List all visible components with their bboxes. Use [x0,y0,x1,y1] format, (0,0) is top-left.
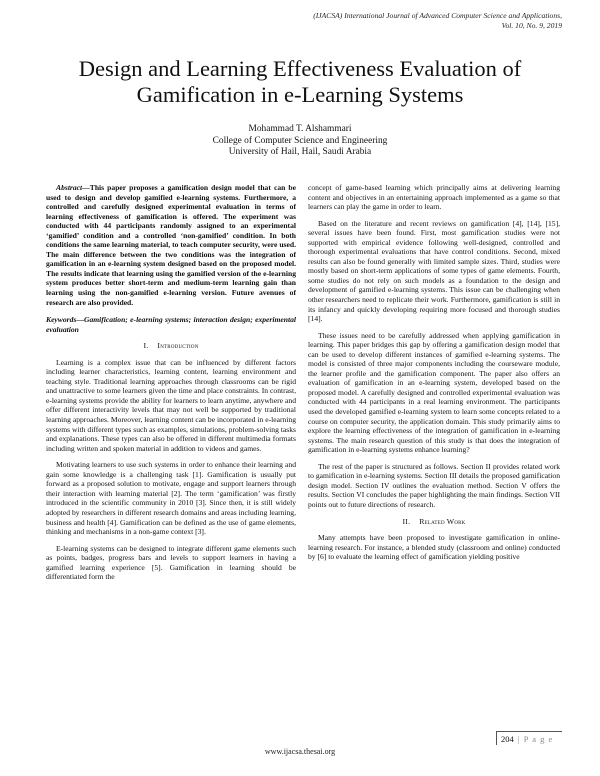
paragraph: Based on the literature and recent reviews on gamification [4], [14], [15], several issues have been found. First, most gamification studies were not supported with empirical evidence following well-designed, controlled and thorough experimental evaluations that have control conditions. Second, mixed results can also be found generally with limited sample sizes. Third, studies were mostly based on short-term applications of some types of game elements. Fourth, some studies do not rely on such models as a foundation to the design and development of gamified e-learning systems. This issue can be challenging when other researchers need to replicate their work. Furthermore, gamification is still in its infancy and quickly developing requiring more focused and thorough studies [14]. [308,218,560,324]
paragraph: E-learning systems can be designed to integrate different game elements such as points, badges, progress bars and levels to support learners in having a gamified learning experience [5]. Gamification in learning should be differentiated form the [46,543,296,582]
paragraph: The rest of the paper is structured as follows. Section II provides related work to gamification in e-learning systems. Section III details the proposed gamification design model. Section IV outlines the evaluation method. Section V offers the results. Section VI concludes the paper highlighting the main findings. Section VII points out to future directions of research. [308,461,560,509]
abstract-text: —This paper proposes a gamification design model that can be used to design and develop gamified e-learning systems. Furthermore, a controlled and carefully designed experimental evaluation in terms of learning effectiveness of gamification is offered. The experiment was conducted with 44 participants randomly assigned to an experimental ‘gamified’ condition and a controlled ‘non-gamified’ condition. In both conditions the same learning material, to teach computer security, were used. The main difference between the two conditions was the integration of gamification in an e-learning system designed based on the proposed model. The results indicate that learning using the gamified version of the e-learning system produces better short-term and medium-term learning gain than learning using the non-gamified e-learning version. Future avenues of research are also provided. [46,183,296,307]
section-title: Related Work [419,516,466,526]
abstract-lead: Abstract [56,183,83,192]
paper-title [0,56,600,108]
section-heading-related-work [308,517,560,527]
page-number-box [496,731,562,745]
paragraph: These issues need to be carefully addressed when applying gamification in learning. This paper bridges this gap by offering a gamification design model that can be used to develop different instances of gamified e-learning systems. The model is consisted of three major components including the courseware module, the learner profile and the gamification component. The paper also offers an evaluation of gamification in an e-learning system, developed based on the proposed model. A carefully designed and controlled experimental evaluation was conducted with 44 participants in a real learning environment. The participants used the developed gamified e-learning system to learn some concepts related to a course on computer security, the application domain. This study primarily aims to explore the learning effectiveness of the integration of gamification in e-learning systems. The main research question of this study is that does the integration of gamification in e-learning systems enhance learning? [308,330,560,455]
author-name: Mohammad T. Alshammari [248,124,352,134]
abstract [46,183,296,307]
journal-header-line1: (IJACSA) International Journal of Advanced Computer Science and Applications, [313,11,562,20]
page-label: | P a g e [517,734,554,744]
author-block [0,124,600,159]
paragraph: concept of game-based learning which principally aims at delivering learning content and objectives in an entertaining approach implemented as a game so that learners can play the game in order to learn. [308,183,560,212]
keywords: Keywords—Gamification; e-learning systems; interaction design; experimental evaluation [46,315,296,334]
paragraph: Many attempts have been proposed to investigate gamification in online-learning research. For instance, a blended study (classroom and online) conducted by [6] to evaluate the learning effect of gamification yielding positive [308,533,560,562]
paper-title-line1: Design and Learning Effectiveness Evaluation of [78,56,522,81]
author-affiliation-college: College of Computer Science and Engineering [212,135,388,146]
journal-header [142,11,562,30]
section-title: Introduction [157,341,199,351]
paper-title-line2: Gamification in e-Learning Systems [136,82,464,107]
footer-url[interactable]: www.ijacsa.thesai.org [264,747,336,756]
section-number: II. [402,516,411,526]
author-affiliation-university: University of Hail, Hail, Saudi Arabia [228,147,372,157]
right-column [308,183,560,562]
journal-header-line2: Vol. 10, No. 9, 2019 [501,20,562,30]
paragraph: Motivating learners to use such systems in order to enhance their learning and gain some knowledge is a challenging task [1]. Gamification is usually put forward as a proposed solution to motivate, engage and support learners through their interaction with learning material [2]. The term ‘gamification’ was firstly introduced in the scientific community in 2010 [3]. Since then, it is still widely adopted by researchers in different research domains and areas including learning, business and health [4]. Gamification can be defined as the use of game elements, thinking and mechanisms in a non-game context [3]. [46,460,296,537]
section-heading-introduction [46,341,296,351]
left-column [46,183,296,582]
page-number: 204 [501,734,514,744]
paragraph: Learning is a complex issue that can be influenced by different factors including learner characteristics, learning content, learning environment and teaching style. Traditional learning approaches through classrooms can be rigid and unattractive to some learners given the time and place constraints. In contrast, e-learning systems provide the ability for learners to learn anytime, anywhere and offer different interactivity levels that may not well be supported by traditional learning approaches. Moreover, learning content can be incorporated in e-learning systems with different types such as examples, simulations, problem-solving tasks and explanations. These types can also be offered in different multimedia formats including written and spoken material in addition to videos and games. [46,357,296,453]
section-number: I. [143,341,149,351]
